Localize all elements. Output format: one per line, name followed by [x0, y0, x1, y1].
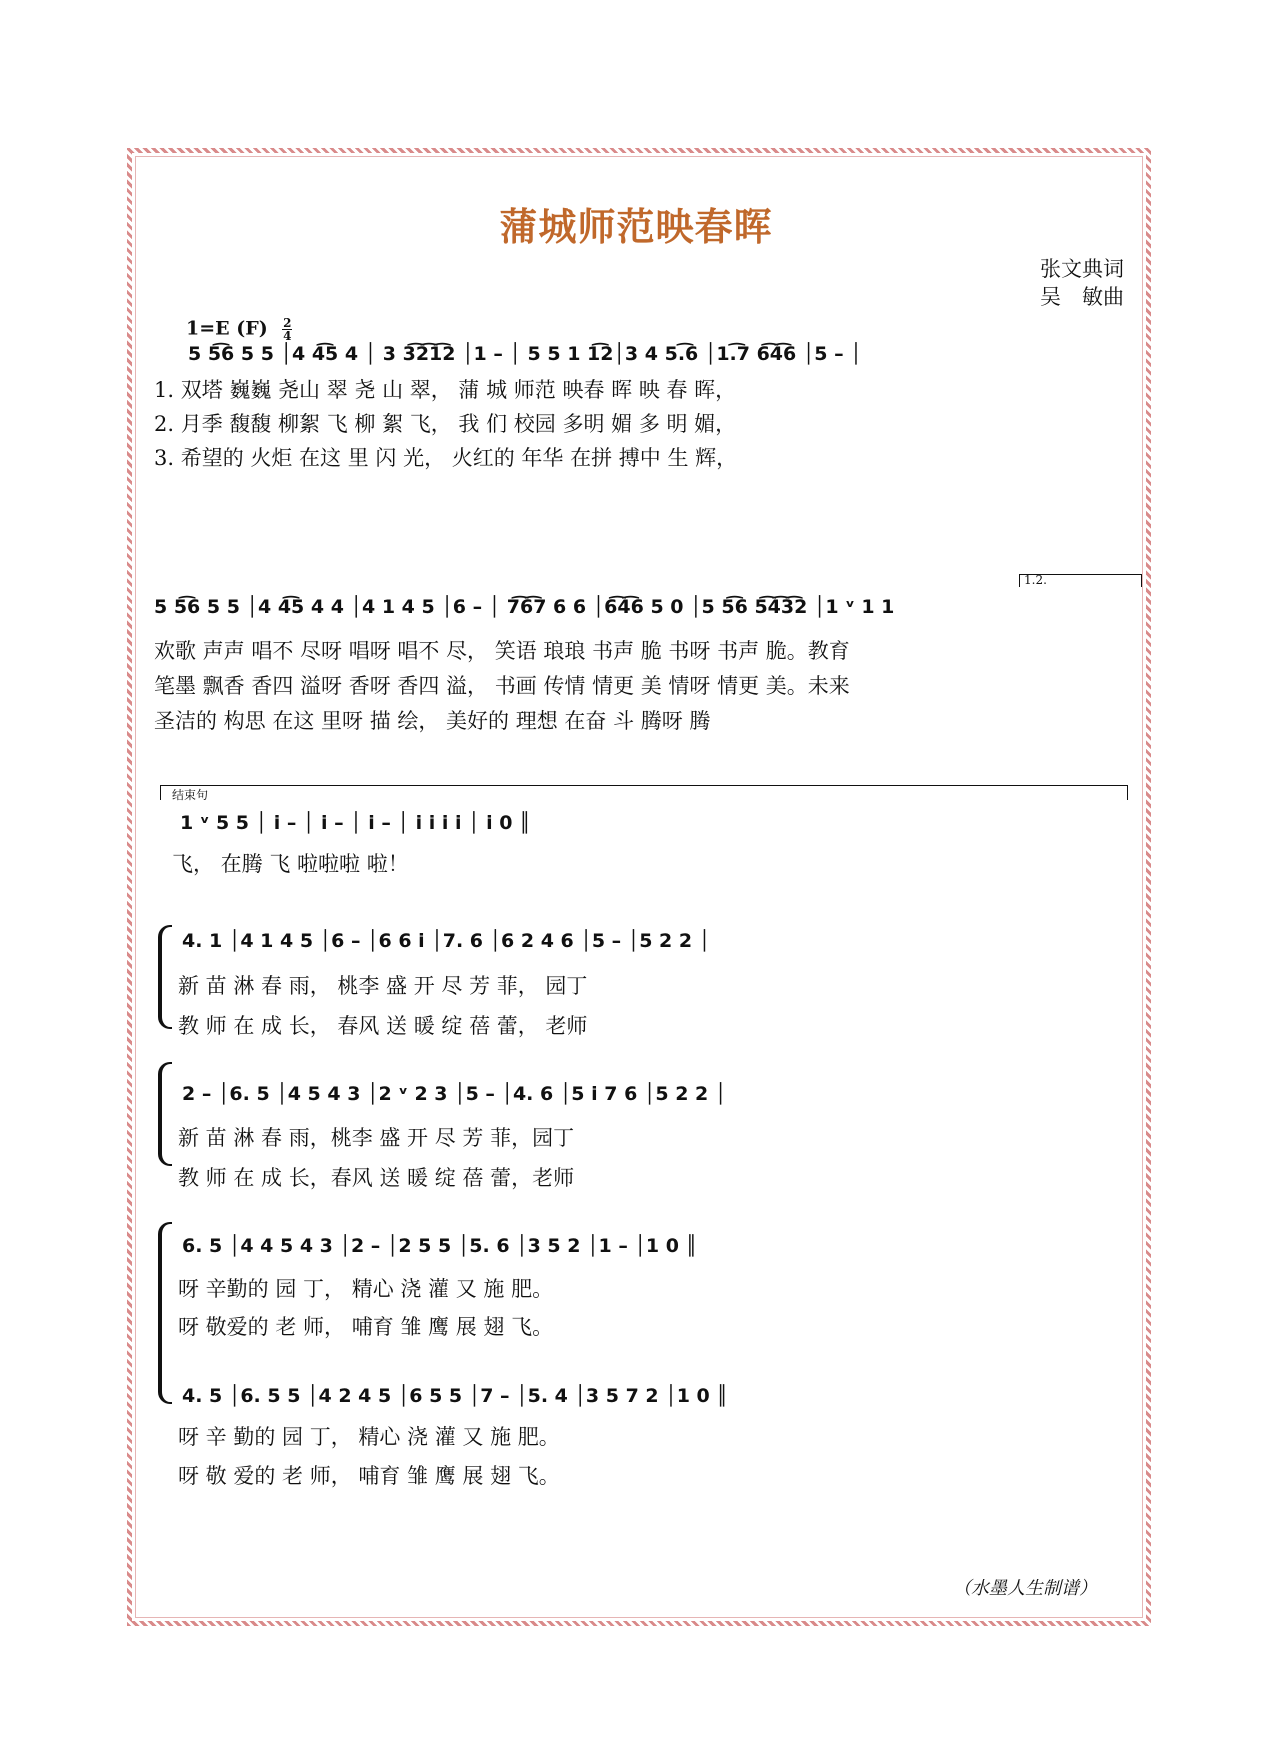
lyric-line: 呀 敬 爱的 老 师， 哺育 雏 鹰 展 翅 飞。: [178, 1464, 560, 1488]
lyric-line: 呀 辛勤的 园 丁， 精心 浇 灌 又 施 肥。: [178, 1277, 554, 1301]
lyric-line: 欢歌 声声 唱不 尽呀 唱呀 唱不 尽， 笑语 琅琅 书声 脆 书呀 书声 脆。教育: [154, 639, 850, 663]
lyric-line: 2. 月季 馥馥 柳絮 飞 柳 絮 飞， 我 们 校园 多明 媚 多 明 媚，: [154, 412, 737, 436]
lyric-line: 笔墨 飘香 香四 溢呀 香呀 香四 溢， 书画 传情 情更 美 情呀 情更 美。未来: [154, 674, 850, 698]
notation-line: 6. 5 │4 4 5 4 3 │2 – │2 5 5 │5. 6 │3 5 2 │1 – │1 0 ║: [182, 1235, 698, 1257]
lyric-line: 新 苗 淋 春 雨， 桃李 盛 开 尽 芳 菲， 园丁: [178, 974, 588, 998]
key-text: 1=E (F): [186, 317, 268, 340]
notation-line: 5 5͡6 5 5 │4 4͡5 4 4 │4 1 4 5 │6 – │ 7͡6͡7 6 6 │6͡4͡6 5 0 │5 5͡6 5͡4͡3͡2 │1 ᵛ 1 1: [154, 596, 895, 618]
lyric-line: 圣洁的 构思 在这 里呀 描 绘， 美好的 理想 在奋 斗 腾呀 腾: [154, 709, 711, 733]
lyricist-credit: 张文典词: [1040, 257, 1124, 281]
time-sig-denominator: 4: [283, 329, 292, 343]
volta-label: 1.2.: [1024, 573, 1047, 587]
time-signature: [282, 317, 292, 342]
notation-line: 4. 1 │4 1 4 5 │6 – │6 6 i │7. 6 │6 2 4 6 │5 – │5 2 2 │: [182, 930, 711, 952]
lyric-line: 3. 希望的 火炬 在这 里 闪 光， 火红的 年华 在拼 搏中 生 辉，: [154, 446, 738, 470]
lyric-line: 新 苗 淋 春 雨，桃李 盛 开 尽 芳 菲，园丁: [178, 1126, 575, 1150]
notation-line: 4. 5 │6. 5 5 │4 2 4 5 │6 5 5 │7 – │5. 4 │3 5 7 2 │1 0 ║: [182, 1385, 728, 1407]
system-brace: [158, 1062, 172, 1166]
system-brace: [158, 1222, 172, 1404]
lyric-line: 教 师 在 成 长， 春风 送 暖 绽 蓓 蕾， 老师: [178, 1014, 588, 1038]
lyric-line: 呀 辛 勤的 园 丁， 精心 浇 灌 又 施 肥。: [178, 1425, 560, 1449]
lyric-line: 教 师 在 成 长，春风 送 暖 绽 蓓 蕾，老师: [178, 1166, 575, 1190]
composer-credit: 吴 敏曲: [1040, 285, 1124, 309]
notation-line: 1 ᵛ 5 5 │ i – │ i – │ i – │ i i i i │ i 0 ║: [180, 812, 531, 834]
transcriber-credit: （水墨人生制谱）: [953, 1578, 1097, 1599]
lyric-line: 1. 双塔 巍巍 尧山 翠 尧 山 翠， 蒲 城 师范 映春 晖 映 春 晖，: [154, 378, 737, 402]
notation-line: 5 5͡6 5 5 │4 4͡5 4 │ 3 3͡2͡1͡2 │1 – │ 5 5 1 1͡2│3 4 5.͡6 │1.͡7 6͡4͡6 │5 – │: [188, 343, 862, 365]
lyric-line: 飞， 在腾 飞 啦啦啦 啦！: [172, 852, 409, 876]
lyric-line: 呀 敬爱的 老 师， 哺育 雏 鹰 展 翅 飞。: [178, 1315, 554, 1339]
notation-line: 2 – │6. 5 │4 5 4 3 │2 ᵛ 2 3 │5 – │4. 6 │5 i 7 6 │5 2 2 │: [182, 1083, 727, 1105]
system-brace: [158, 925, 172, 1029]
song-title: 蒲城师范映春晖: [499, 205, 773, 249]
time-sig-numerator: 2: [283, 316, 292, 330]
ending-bracket: [160, 785, 1128, 800]
ending-label: 结束句: [172, 788, 209, 802]
key-signature: [186, 317, 292, 342]
